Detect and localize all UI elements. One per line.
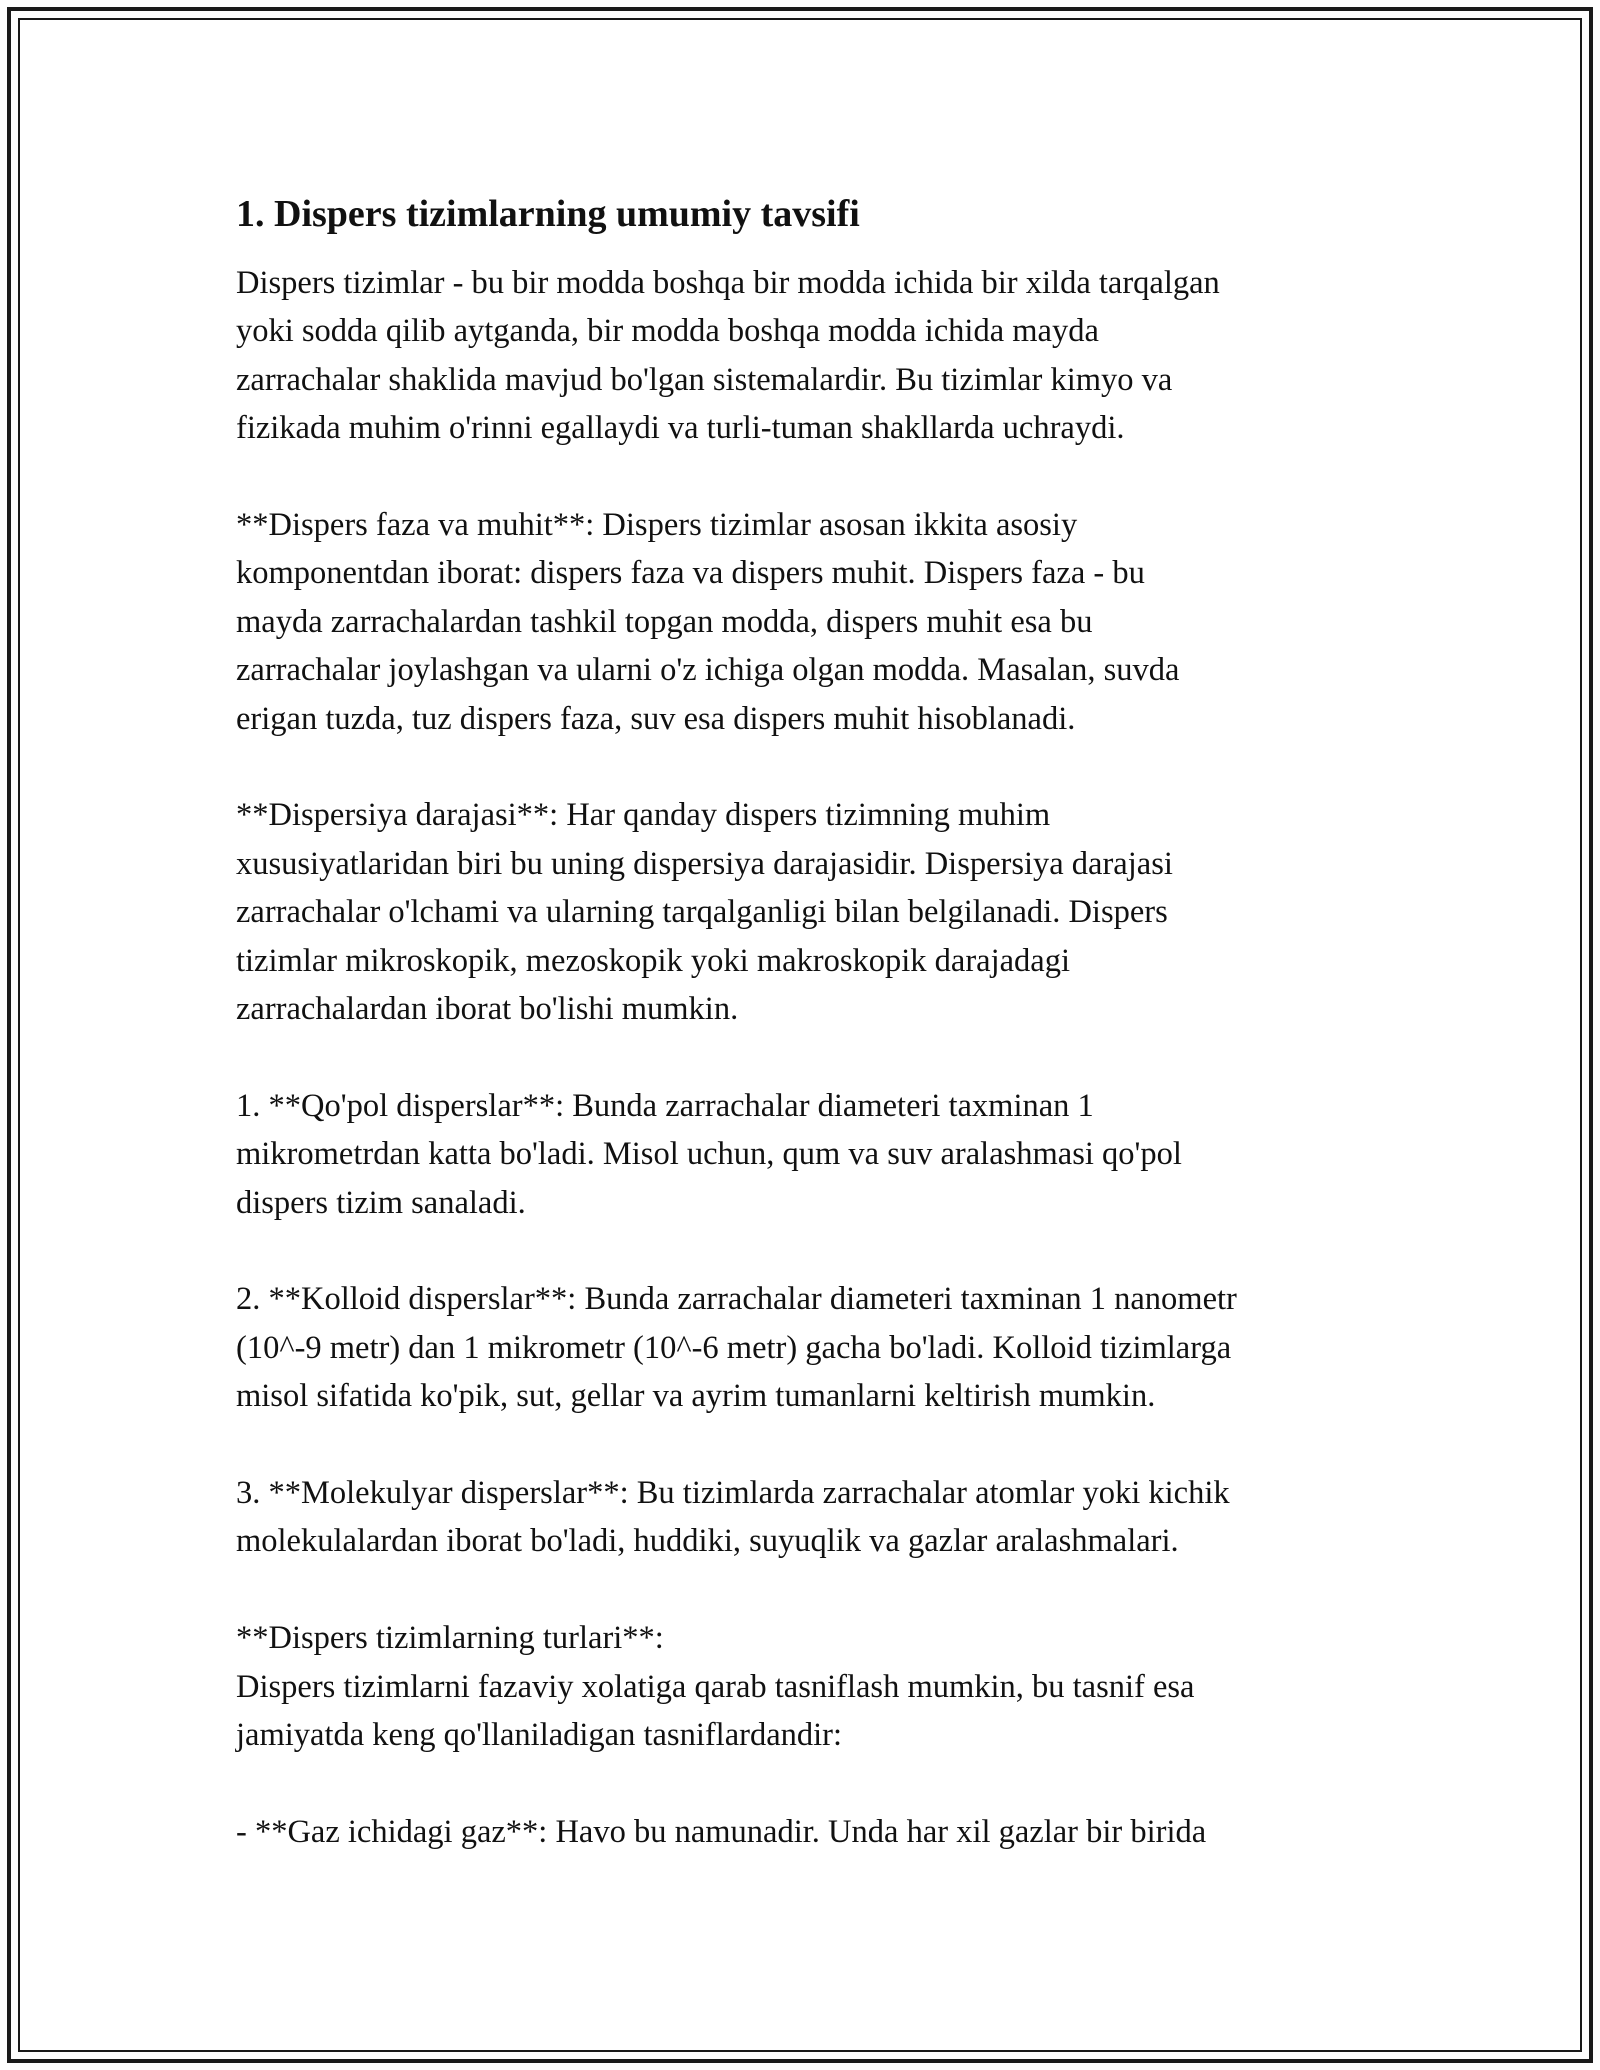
text-line: Dispers tizimlar - bu bir modda boshqa bir modda ichida bir xilda tarqalgan [236, 265, 1220, 301]
text-line: 3. **Molekulyar disperslar**: Bu tizimlarda zarrachalar atomlar yoki kichik [236, 1475, 1230, 1512]
paragraph-spacer [236, 1421, 1376, 1469]
heading-spacer [236, 241, 1376, 259]
paragraph-spacer [236, 1033, 1376, 1081]
text-line: zarrachalar shaklida mavjud bo'lgan sistemalardir. Bu tizimlar kimyo va [236, 361, 1173, 398]
text-line: tizimlar mikroskopik, mezoskopik yoki makroskopik darajadagi [236, 942, 1071, 979]
text-line: yoki sodda qilib aytganda, bir modda boshqa modda ichida mayda [236, 313, 1099, 350]
section-heading: 1. Dispers tizimlarning umumiy tavsifi [236, 193, 860, 235]
paragraph-intro [236, 259, 1376, 453]
text-line: (10^-9 metr) dan 1 mikrometr (10^-6 metr) gacha bo'ladi. Kolloid tizimlarga [236, 1329, 1232, 1366]
text-line: Dispers tizimlarni fazaviy xolatiga qarab tasniflash mumkin, bu tasnif esa [236, 1668, 1195, 1705]
text-line: mayda zarrachalardan tashkil topgan modda, dispers muhit esa bu [236, 603, 1093, 640]
text-line: **Dispers tizimlarning turlari**: [236, 1620, 664, 1657]
text-line: molekulalardan iborat bo'ladi, huddiki, suyuqlik va gazlar aralashmalari. [236, 1523, 1179, 1560]
text-line: **Dispersiya darajasi**: Har qanday dispers tizimning muhim [236, 797, 1051, 834]
text-line: xususiyatlaridan biri bu uning dispersiya darajasidir. Dispersiya darajasi [236, 845, 1173, 882]
paragraph-spacer [236, 1566, 1376, 1614]
text-line: **Dispers faza va muhit**: Dispers tizimlar asosan ikkita asosiy [236, 507, 1078, 544]
paragraph-spacer [236, 1227, 1376, 1275]
list-item-molecular [236, 1469, 1376, 1566]
text-line: mikrometrdan katta bo'ladi. Misol uchun, qum va suv aralashmasi qo'pol [236, 1136, 1182, 1173]
text-line: dispers tizim sanaladi. [236, 1184, 526, 1221]
list-item-gas-in-gas [236, 1808, 1376, 1856]
paragraph-types [236, 1614, 1376, 1759]
text-line: zarrachalardan iborat bo'lishi mumkin. [236, 991, 739, 1028]
text-line: erigan tuzda, tuz dispers faza, suv esa dispers muhit hisoblanadi. [236, 700, 1076, 737]
list-item-colloid [236, 1275, 1376, 1420]
paragraph-spacer [236, 453, 1376, 501]
list-item-coarse [236, 1082, 1376, 1227]
text-line: - **Gaz ichidagi gaz**: Havo bu namunadir. Unda har xil gazlar bir birida [236, 1813, 1207, 1850]
document-body [236, 187, 1376, 1856]
text-line: 1. **Qo'pol disperslar**: Bunda zarrachalar diameteri taxminan 1 [236, 1087, 1094, 1124]
text-line: misol sifatida ko'pik, sut, gellar va ayrim tumanlarni keltirish mumkin. [236, 1378, 1156, 1415]
paragraph-spacer [236, 1760, 1376, 1808]
text-line: komponentdan iborat: dispers faza va dispers muhit. Dispers faza - bu [236, 555, 1145, 592]
paragraph-dispersion-degree [236, 791, 1376, 1033]
text-line: jamiyatda keng qo'llaniladigan tasniflardandir: [236, 1717, 843, 1754]
text-line: 2. **Kolloid disperslar**: Bunda zarrachalar diameteri taxminan 1 nanometr [236, 1281, 1237, 1318]
paragraph-phase-medium [236, 501, 1376, 743]
text-line: zarrachalar joylashgan va ularni o'z ichiga olgan modda. Masalan, suvda [236, 652, 1180, 689]
text-line: fizikada muhim o'rinni egallaydi va turli-tuman shakllarda uchraydi. [236, 410, 1125, 447]
text-line: zarrachalar o'lchami va ularning tarqalganligi bilan belgilanadi. Dispers [236, 894, 1168, 931]
paragraph-spacer [236, 743, 1376, 791]
